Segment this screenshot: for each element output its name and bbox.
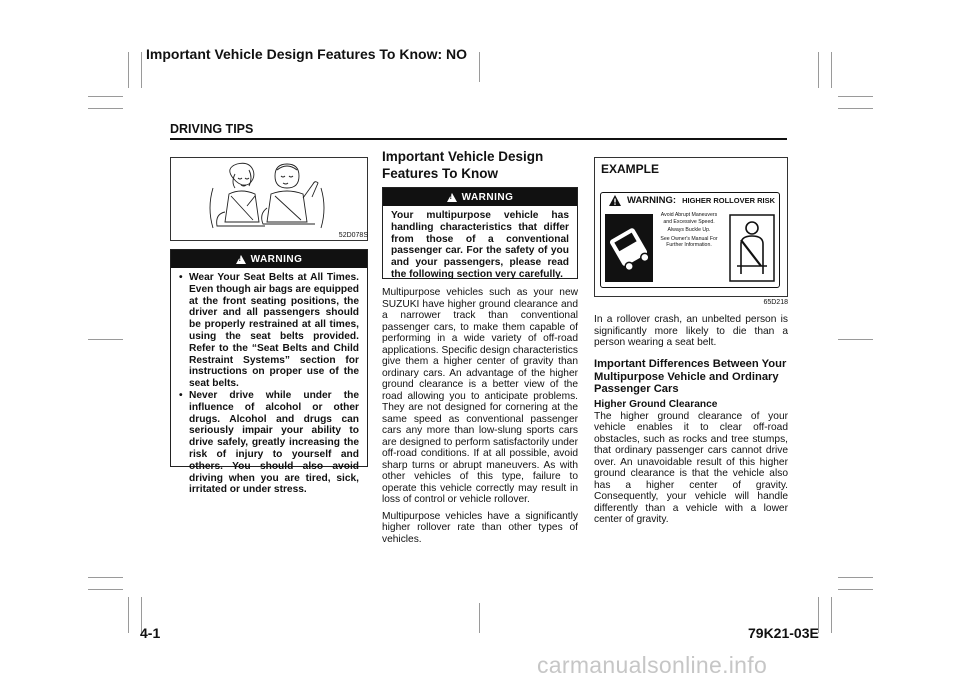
warning-box-middle (382, 187, 578, 279)
label-header (601, 193, 779, 208)
seatbelt-icon (729, 214, 775, 282)
crop-mark (479, 603, 480, 633)
label-instruction: Avoid Abrupt Maneuvers and Excessive Speed. (660, 212, 718, 225)
crop-mark (831, 597, 832, 633)
figure-code-left: 52D078S (338, 232, 368, 239)
paragraph: Multipurpose vehicles such as your new SUZUKI have higher ground clearance and a narrower track than conventional passenger cars, to make them capable of performing in a wide variety of off-road applications. Specific design characteristics give them a higher center of gravity than ordinary cars. An advantage of the higher ground clearance is a better view of the road allowing you to anticipate problems. They are not designed for cornering at the same speed as conventional passenger cars any more than low-slung sports cars are designed to perform satisfactorily under off-road conditions. If at all possible, avoid sharp turns or abrupt maneuvers. As with other vehicles of this type, failure to operate this vehicle correctly may result in loss of control or vehicle rollover. (382, 287, 578, 505)
body-text-right (594, 399, 788, 526)
paragraph: Multipurpose vehicles have a significantly higher rollover rate than other types of vehicles. (382, 510, 578, 545)
warning-body (171, 268, 367, 500)
watermark: carmanualsonline.info (537, 652, 768, 678)
crop-mark (838, 339, 873, 340)
figure-code-right: 65D218 (763, 299, 788, 306)
label-warning-word: WARNING: (627, 195, 677, 206)
body-text-middle (382, 287, 578, 550)
label-risk-text: HIGHER ROLLOVER RISK (682, 196, 776, 205)
warning-label: WARNING (461, 191, 514, 203)
crop-mark (88, 108, 123, 109)
occupants-illustration (171, 158, 367, 240)
rollover-text: In a rollover crash, an unbelted person is significantly more likely to die than a person wearing a seat belt. (594, 314, 788, 348)
example-figure (594, 157, 788, 297)
crop-mark (831, 52, 832, 88)
label-instruction: See Owner's Manual For Further Information. (660, 235, 718, 249)
crop-mark (838, 577, 873, 578)
crop-mark (838, 96, 873, 97)
section-header: DRIVING TIPS (170, 122, 254, 136)
label-instructions (659, 212, 719, 251)
crop-mark (128, 597, 129, 633)
header-note: Important Vehicle Design Features To Know: NO (146, 46, 468, 62)
crop-mark (141, 52, 142, 88)
crop-mark (128, 52, 129, 88)
section-title: Important Vehicle Design Features To Know (382, 149, 544, 181)
warning-box-left (170, 249, 368, 496)
warning-triangle-icon (236, 255, 246, 264)
warning-item: • Wear Your Seat Belts at All Times. Even though air bags are equipped at the front seating positions, the driver and all passengers should be properly restrained at all times, using the seat belts provided. Refer to the “Seat Belts and Child Restraint Systems” section for instructions on proper use of the seat belts. (179, 272, 359, 390)
warning-band (383, 188, 577, 206)
crop-mark (818, 52, 819, 88)
crop-mark (838, 108, 873, 109)
crop-mark (88, 96, 123, 97)
warning-item: • Never drive while under the influence of alcohol or other drugs. Alcohol and drugs can seriously impair your ability to drive safely, greatly increasing the risk of injury to yourself and others. You should also avoid driving when you are tired, sick, irritated or under stress. (179, 390, 359, 496)
warning-triangle-icon (447, 193, 457, 202)
crop-mark (88, 577, 123, 578)
header-rule (170, 138, 787, 140)
document-code: 79K21-03E (748, 625, 819, 641)
page-number: 4-1 (140, 625, 161, 641)
rollover-vehicle-icon (605, 214, 653, 282)
crop-mark (479, 52, 480, 82)
warning-label: WARNING (250, 253, 303, 265)
subsection-title: Important Differences Between Your Multipurpose Vehicle and Ordinary Passenger Cars (594, 358, 787, 395)
rollover-warning-label (600, 192, 780, 288)
label-instruction: Always Buckle Up. (667, 227, 711, 234)
warning-band (171, 250, 367, 268)
warning-body: Your multipurpose vehicle has handling characteristics that differ from those of a conventional passenger car. For the safety of you and your passengers, please read the following section very carefully. (391, 210, 569, 280)
seatbelt-figure (170, 157, 368, 241)
example-label: EXAMPLE (601, 162, 660, 176)
crop-mark (88, 339, 123, 340)
crop-mark (838, 589, 873, 590)
paragraph: The higher ground clearance of your vehicle enables it to clear off-road obstacles, such as rocks and tree stumps, that ordinary passenger cars cannot drive over. An unavoidable result of this higher ground clearance is that the vehicle also has a higher center of gravity. Consequently, your vehicle will handle differently than a vehicle with a lower center of gravity. (594, 410, 788, 525)
crop-mark (88, 589, 123, 590)
minor-title: Higher Ground Clearance (594, 399, 718, 410)
warning-triangle-icon (609, 195, 621, 206)
